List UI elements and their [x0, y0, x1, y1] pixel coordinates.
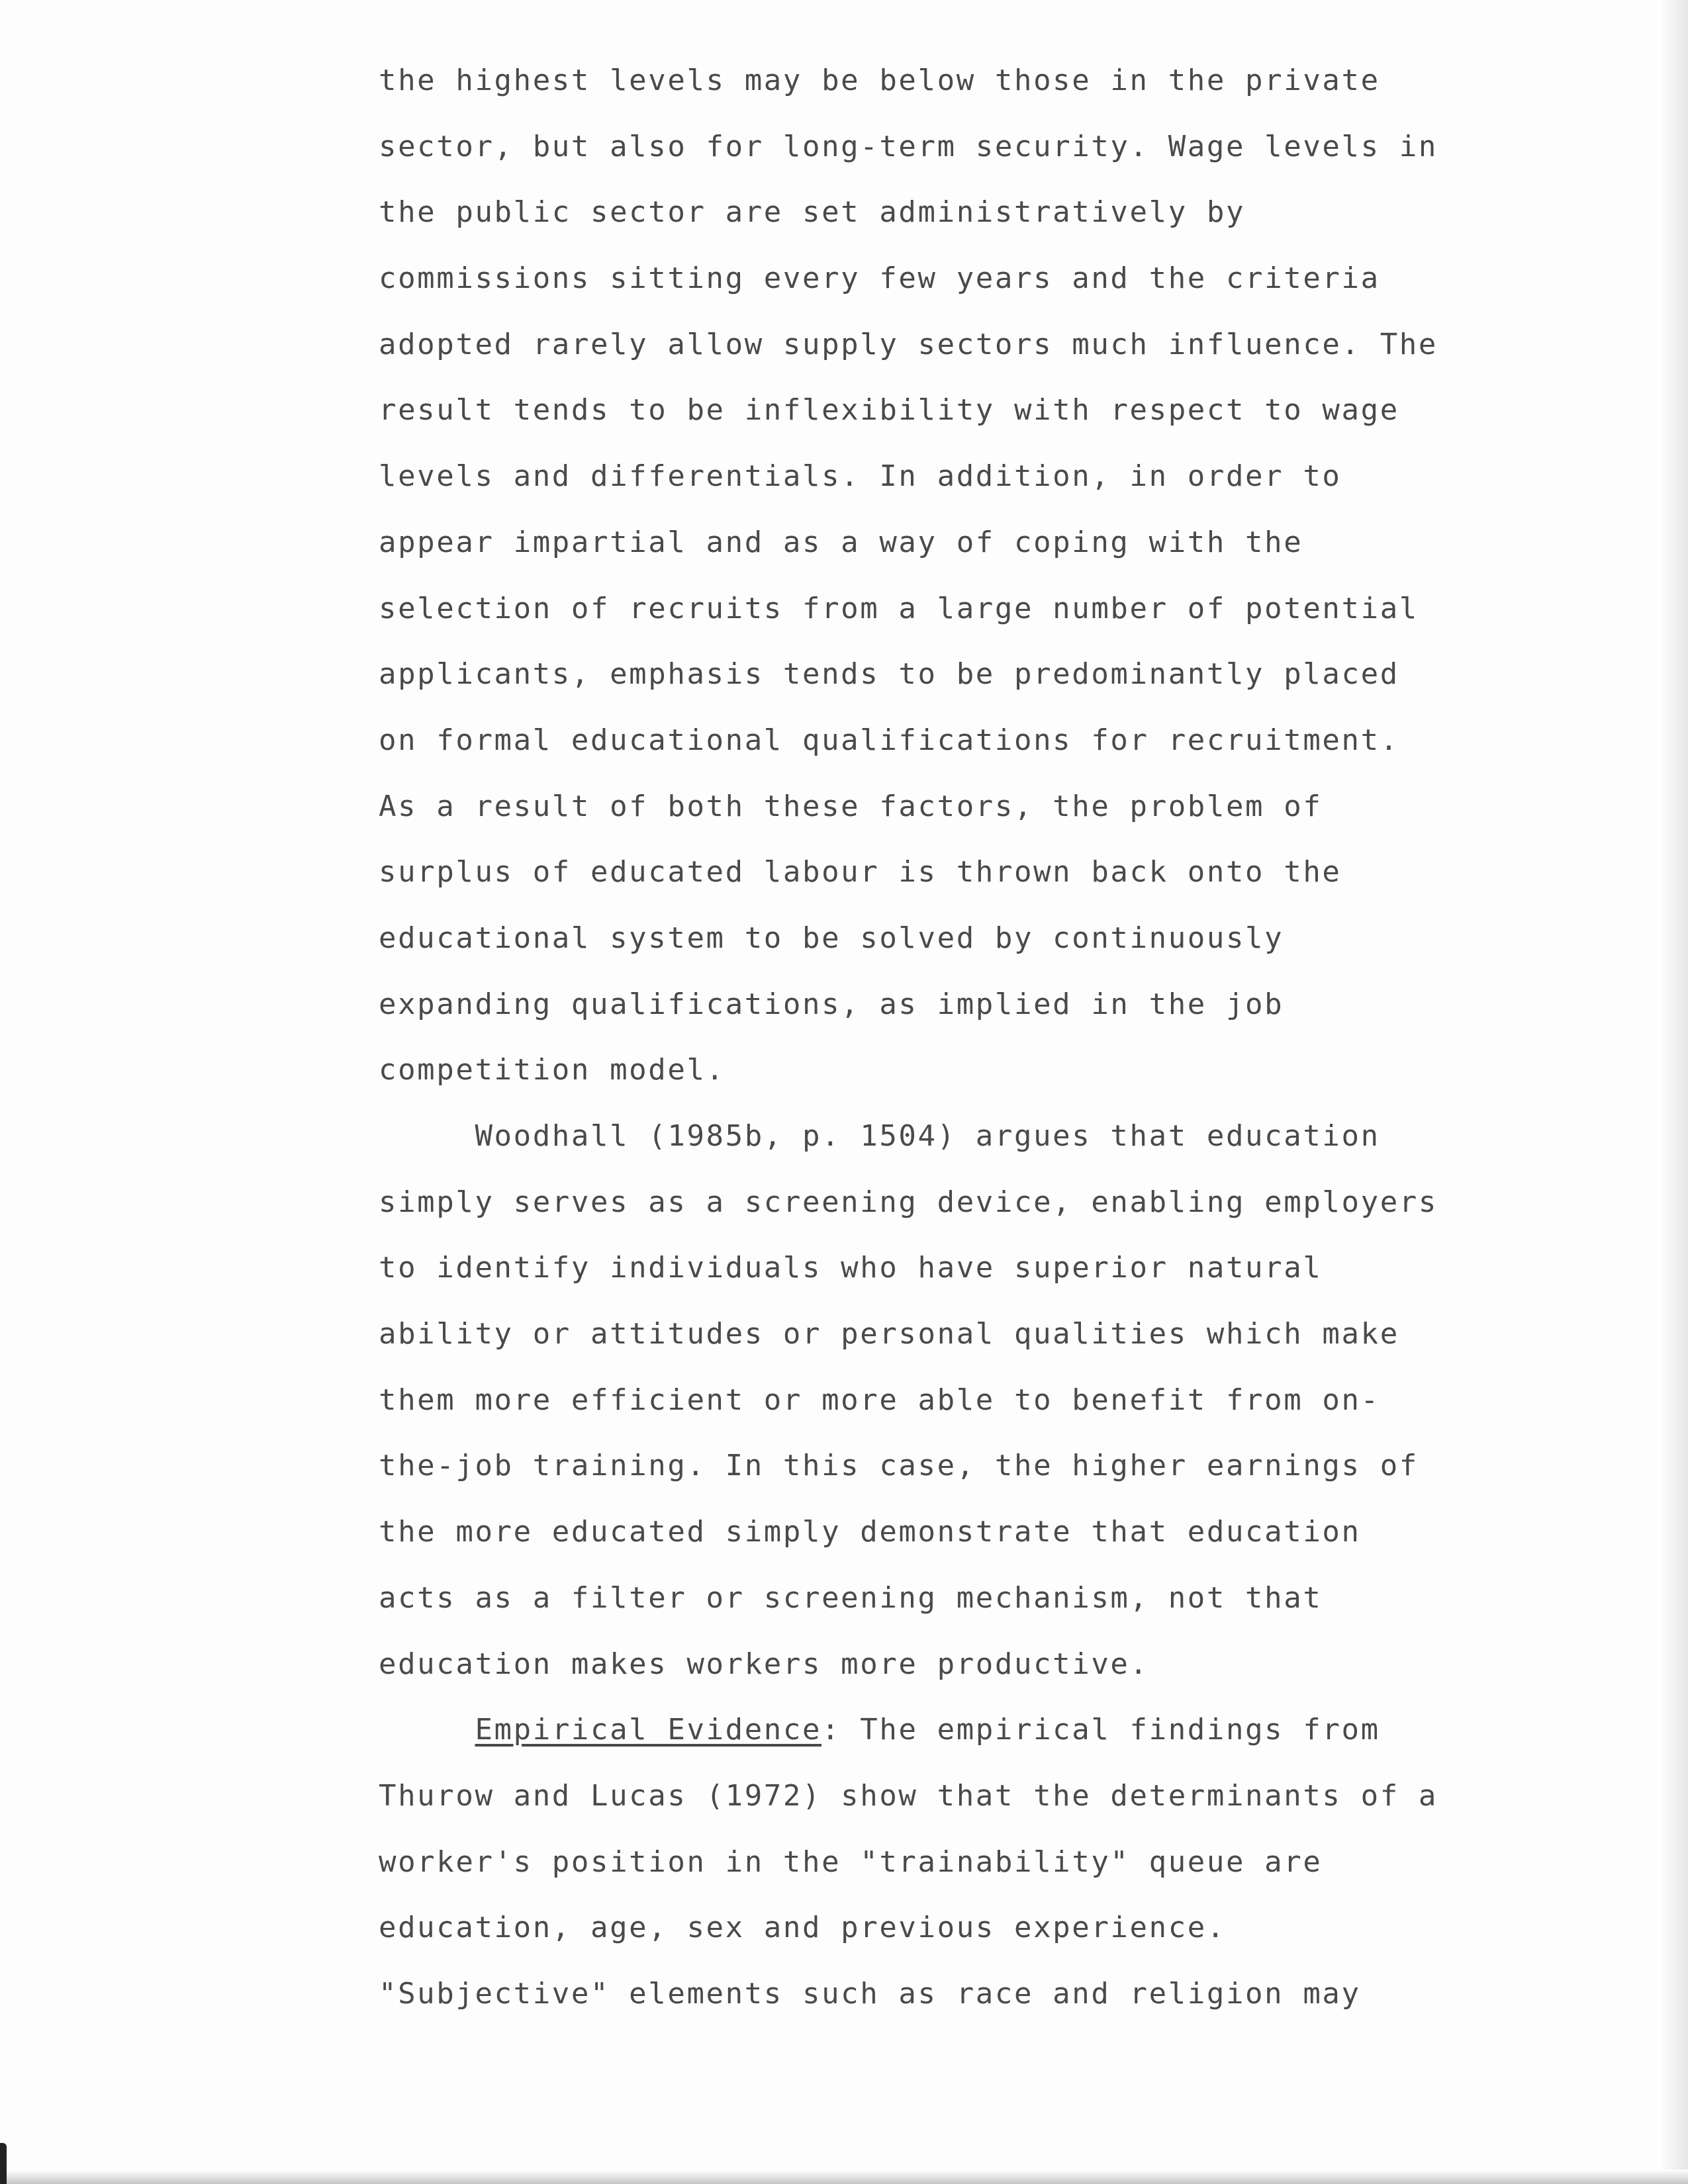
text-line: simply serves as a screening device, enabling employers	[379, 1185, 1438, 1219]
text-line: Woodhall (1985b, p. 1504) argues that education	[379, 1119, 1380, 1153]
scan-edge-shadow	[1658, 0, 1688, 2184]
text-line: acts as a filter or screening mechanism, not that	[379, 1580, 1323, 1615]
scan-bottom-shadow	[0, 2169, 1688, 2184]
text-line: worker's position in the "trainability" queue are	[379, 1844, 1323, 1879]
text-line: education, age, sex and previous experience.	[379, 1911, 1226, 1945]
text-line: levels and differentials. In addition, in order to	[379, 459, 1342, 494]
text-line: the public sector are set administratively by	[379, 195, 1246, 230]
text-line: the more educated simply demonstrate that education	[379, 1515, 1361, 1549]
text-line: Thurow and Lucas (1972) show that the determinants of a	[379, 1778, 1438, 1813]
scan-edge-mark	[0, 2143, 7, 2184]
text-line: the-job training. In this case, the higher earnings of	[379, 1449, 1419, 1483]
empirical-first-line	[379, 1709, 1517, 1775]
text-line: ability or attitudes or personal qualities which make	[379, 1317, 1399, 1351]
text-line: on formal educational qualifications for recruitment.	[379, 723, 1399, 757]
text-line: expanding qualifications, as implied in the job	[379, 987, 1284, 1021]
text-line: result tends to be inflexibility with respect to wage	[379, 393, 1399, 428]
text-line: competition model.	[379, 1053, 726, 1087]
text-line: educational system to be solved by continuously	[379, 921, 1284, 955]
text-line: commissions sitting every few years and the criteria	[379, 261, 1380, 296]
text-line: As a result of both these factors, the problem of	[379, 789, 1323, 823]
text-line: applicants, emphasis tends to be predominantly placed	[379, 657, 1399, 692]
text-line: surplus of educated labour is thrown back onto the	[379, 855, 1342, 889]
text-line: appear impartial and as a way of coping with the	[379, 525, 1303, 559]
empirical-first-line-rest: : The empirical findings from	[821, 1713, 1380, 1747]
section-heading-empirical-evidence: Empirical Evidence	[475, 1713, 822, 1747]
text-line: education makes workers more productive.	[379, 1647, 1149, 1681]
text-line: "Subjective" elements such as race and religion may	[379, 1976, 1361, 2011]
text-line: sector, but also for long-term security. Wage levels in	[379, 129, 1438, 163]
body-text	[379, 60, 1517, 2039]
text-line: adopted rarely allow supply sectors much influence. The	[379, 327, 1438, 361]
text-line: to identify individuals who have superior natural	[379, 1251, 1323, 1285]
text-line: selection of recruits from a large number of potential	[379, 591, 1419, 625]
text-line: them more efficient or more able to benefit from on-	[379, 1383, 1380, 1417]
text-line: the highest levels may be below those in the private	[379, 64, 1380, 97]
